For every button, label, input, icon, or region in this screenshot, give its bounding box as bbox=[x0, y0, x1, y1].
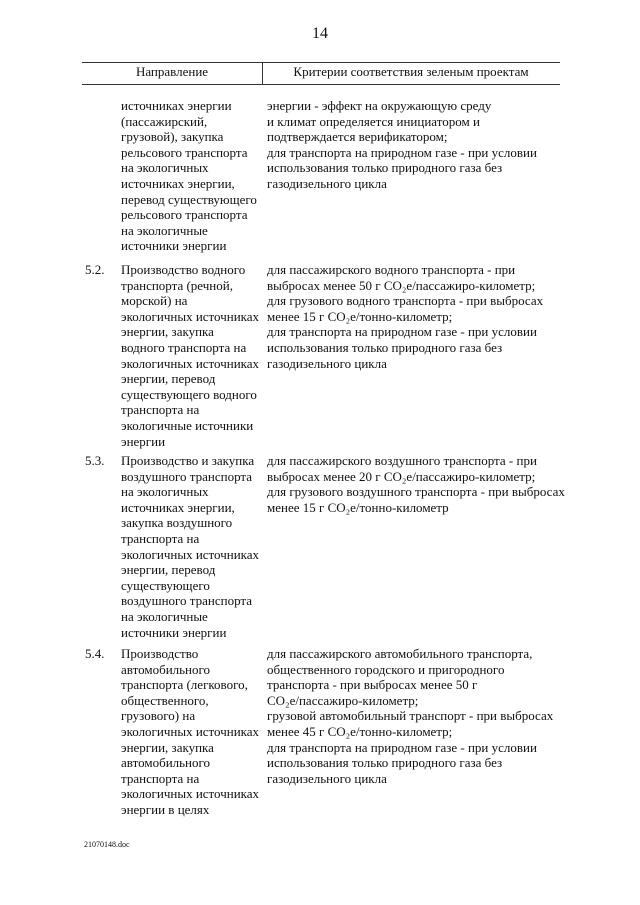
row-number: 5.2. bbox=[85, 262, 105, 277]
criteria-line: газодизельного цикла bbox=[267, 355, 387, 371]
criteria-line: грузовой автомобильный транспорт - при выбросах bbox=[267, 708, 554, 724]
criteria-line: газодизельного цикла bbox=[267, 175, 387, 191]
row-number: 5.4. bbox=[85, 646, 105, 661]
direction-line: экологичных источниках bbox=[121, 308, 260, 324]
criteria-line: подтверждается верификатором; bbox=[267, 129, 448, 145]
criteria-line: выбросах менее 50 г CO₂e/пассажиро-километр; bbox=[267, 277, 536, 293]
direction-line: транспорта (речной, bbox=[121, 277, 233, 293]
direction-line: грузового) на bbox=[121, 708, 196, 724]
direction-line: водного транспорта на bbox=[121, 339, 247, 355]
direction-line: транспорта (легкового, bbox=[121, 677, 248, 693]
direction-line: существующего bbox=[121, 577, 210, 593]
criteria-line: менее 15 г CO₂e/тонно-километр bbox=[267, 499, 449, 515]
row-criteria bbox=[267, 98, 562, 192]
direction-line: экологичных источниках bbox=[121, 786, 260, 802]
row-direction bbox=[121, 453, 263, 640]
row-criteria bbox=[267, 646, 562, 786]
row-number: 5.3. bbox=[85, 453, 105, 468]
direction-line: морской) на bbox=[121, 293, 188, 309]
document-id: 21070148.doc bbox=[84, 840, 130, 849]
criteria-line: использования только природного газа без bbox=[267, 339, 503, 355]
row-criteria bbox=[267, 262, 562, 371]
row-direction bbox=[121, 646, 263, 818]
criteria-line: и климат определяется инициатором и bbox=[267, 113, 480, 129]
row-direction bbox=[121, 262, 263, 449]
criteria-line: энергии - эффект на окружающую среду bbox=[267, 98, 492, 113]
criteria-line: для пассажирского автомобильного транспорта, bbox=[267, 646, 533, 661]
direction-line: рельсового транспорта bbox=[121, 144, 248, 160]
direction-line: перевод существующего bbox=[121, 191, 257, 207]
page-number: 14 bbox=[312, 25, 328, 42]
direction-line: Производство водного bbox=[121, 262, 246, 277]
criteria-line: для транспорта на природном газе - при условии bbox=[267, 739, 537, 755]
criteria-line: для грузового водного транспорта - при выбросах bbox=[267, 293, 544, 309]
criteria-line: использования только природного газа без bbox=[267, 755, 503, 771]
direction-line: на экологичные bbox=[121, 608, 208, 624]
row-criteria bbox=[267, 453, 565, 515]
direction-line: энергии, закупка bbox=[121, 739, 214, 755]
direction-line: источниках энергии, bbox=[121, 175, 235, 191]
direction-line: экологичных источниках bbox=[121, 355, 260, 371]
direction-line: энергии, закупка bbox=[121, 324, 214, 340]
direction-line: автомобильного bbox=[121, 755, 211, 771]
criteria-line: газодизельного цикла bbox=[267, 770, 387, 786]
direction-line: на экологичных bbox=[121, 160, 209, 176]
direction-line: воздушного транспорта bbox=[121, 593, 253, 609]
direction-line: (пассажирский, bbox=[121, 113, 208, 129]
direction-line: существующего водного bbox=[121, 386, 257, 402]
criteria-line: для пассажирского водного транспорта - при bbox=[267, 262, 516, 277]
direction-line: источники энергии bbox=[121, 238, 227, 254]
criteria-line: транспорта - при выбросах менее 50 г bbox=[267, 677, 478, 693]
criteria-line: CO₂e/пассажиро-километр; bbox=[267, 692, 419, 708]
direction-line: общественного, bbox=[121, 692, 209, 708]
criteria-line: менее 45 г CO₂e/тонно-километр; bbox=[267, 723, 453, 739]
direction-line: на экологичных bbox=[121, 484, 209, 500]
direction-line: транспорта на bbox=[121, 770, 200, 786]
table-header-criteria: Критерии соответствия зеленым проектам bbox=[293, 64, 529, 79]
direction-line: энергии bbox=[121, 433, 166, 449]
direction-line: закупка воздушного bbox=[121, 515, 233, 531]
criteria-line: для грузового воздушного транспорта - при выбросах bbox=[267, 484, 565, 500]
direction-line: воздушного транспорта bbox=[121, 468, 253, 484]
direction-line: транспорта на bbox=[121, 530, 200, 546]
direction-line: Производство bbox=[121, 646, 199, 661]
table-header-bottom-rule bbox=[82, 84, 560, 85]
criteria-line: менее 15 г CO₂e/тонно-километр; bbox=[267, 308, 453, 324]
direction-line: экологичных источниках bbox=[121, 546, 260, 562]
direction-line: экологичных источниках bbox=[121, 723, 260, 739]
direction-line: транспорта на bbox=[121, 402, 200, 418]
criteria-line: для транспорта на природном газе - при условии bbox=[267, 144, 537, 160]
criteria-line: для транспорта на природном газе - при условии bbox=[267, 324, 537, 340]
direction-line: источники энергии bbox=[121, 624, 227, 640]
criteria-line: использования только природного газа без bbox=[267, 160, 503, 176]
criteria-line: общественного городского и пригородного bbox=[267, 661, 505, 677]
direction-line: экологичные источники bbox=[121, 417, 254, 433]
table-header-top-rule bbox=[82, 62, 560, 63]
direction-line: энергии в целях bbox=[121, 801, 210, 817]
direction-line: грузовой), закупка bbox=[121, 129, 224, 145]
criteria-line: для пассажирского воздушного транспорта - при bbox=[267, 453, 537, 468]
direction-line: источниках энергии bbox=[121, 98, 232, 113]
direction-line: рельсового транспорта bbox=[121, 207, 248, 223]
direction-line: энергии, перевод bbox=[121, 371, 216, 387]
direction-line: источниках энергии, bbox=[121, 499, 235, 515]
table-header-direction: Направление bbox=[135, 64, 209, 79]
criteria-line: выбросах менее 20 г CO₂e/пассажиро-километр; bbox=[267, 468, 536, 484]
direction-line: автомобильного bbox=[121, 661, 211, 677]
direction-line: энергии, перевод bbox=[121, 562, 216, 578]
direction-line: Производство и закупка bbox=[121, 453, 255, 468]
direction-line: на экологичные bbox=[121, 222, 208, 238]
row-direction bbox=[121, 98, 263, 254]
